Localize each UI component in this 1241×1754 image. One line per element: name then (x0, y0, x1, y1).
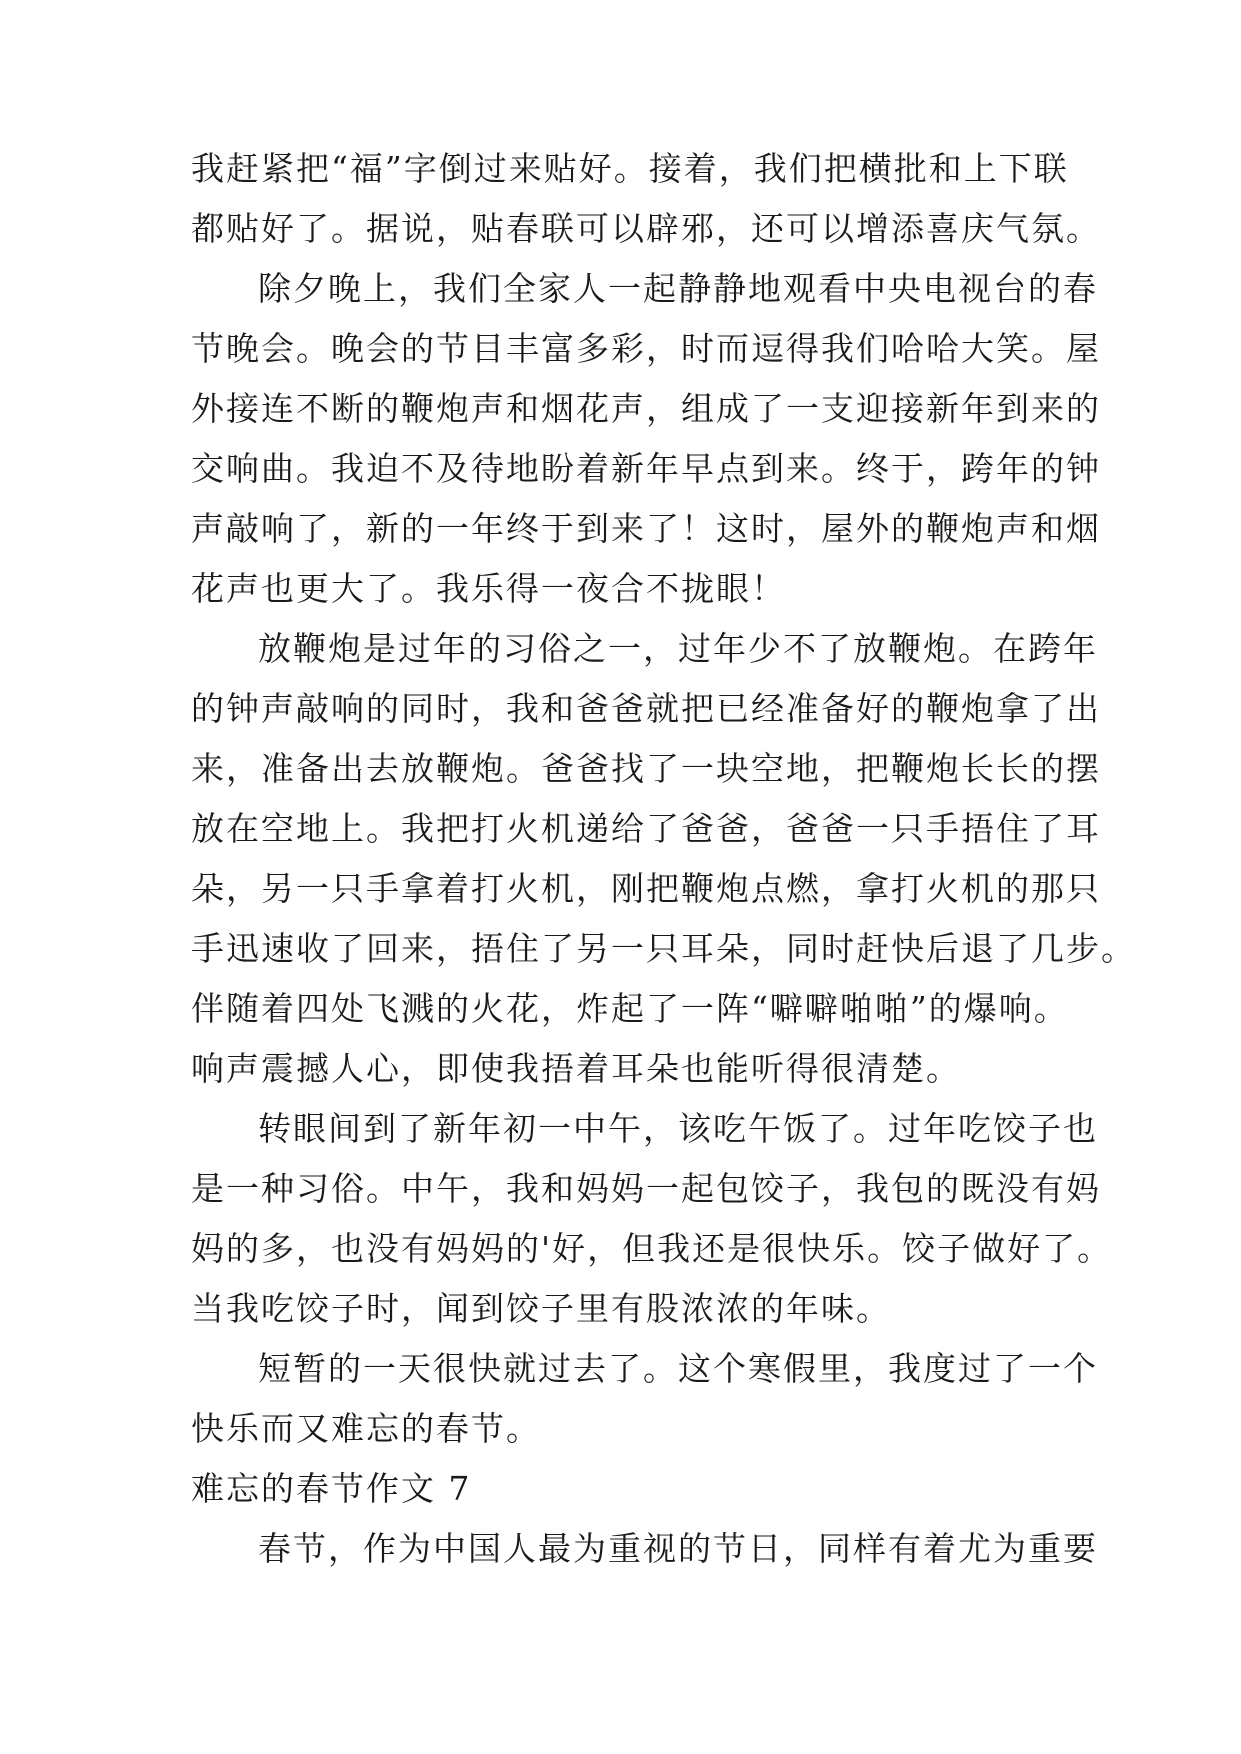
paragraph-first-line: 放鞭炮是过年的习俗之一，过年少不了放鞭炮。在跨年 (258, 629, 1098, 668)
text-line: 我赶紧把“福”字倒过来贴好。接着，我们把横批和上下联 (191, 149, 1069, 188)
text-line: 外接连不断的鞭炮声和烟花声，组成了一支迎接新年到来的 (191, 389, 1101, 428)
essay-body (191, 139, 1136, 1579)
text-line: 快乐而又难忘的春节。 (191, 1409, 541, 1448)
text-line: 手迅速收了回来，捂住了另一只耳朵，同时赶快后退了几步。 (191, 929, 1136, 968)
paragraph-first-line: 春节，作为中国人最为重视的节日，同样有着尤为重要 (258, 1529, 1098, 1568)
text-line: 都贴好了。据说，贴春联可以辟邪，还可以增添喜庆气氛。 (191, 209, 1101, 248)
text-line: 是一种习俗。中午，我和妈妈一起包饺子，我包的既没有妈 (191, 1169, 1101, 1208)
text-line: 响声震撼人心，即使我捂着耳朵也能听得很清楚。 (191, 1049, 961, 1088)
section-heading: 难忘的春节作文 7 (191, 1469, 472, 1508)
paragraph-first-line: 转眼间到了新年初一中午，该吃午饭了。过年吃饺子也 (258, 1109, 1098, 1148)
text-line: 的钟声敲响的同时，我和爸爸就把已经准备好的鞭炮拿了出 (191, 689, 1101, 728)
text-line: 交响曲。我迫不及待地盼着新年早点到来。终于，跨年的钟 (191, 449, 1101, 488)
text-line: 当我吃饺子时，闻到饺子里有股浓浓的年味。 (191, 1289, 891, 1328)
paragraph-first-line: 除夕晚上，我们全家人一起静静地观看中央电视台的春 (258, 269, 1098, 308)
text-line: 妈的多，也没有妈妈的'好，但我还是很快乐。饺子做好了。 (191, 1229, 1113, 1268)
text-line: 节晚会。晚会的节目丰富多彩，时而逗得我们哈哈大笑。屋 (191, 329, 1101, 368)
text-line: 来，准备出去放鞭炮。爸爸找了一块空地，把鞭炮长长的摆 (191, 749, 1101, 788)
text-line: 声敲响了，新的一年终于到来了！这时，屋外的鞭炮声和烟 (191, 509, 1101, 548)
paragraph-first-line: 短暂的一天很快就过去了。这个寒假里，我度过了一个 (258, 1349, 1098, 1388)
text-line: 放在空地上。我把打火机递给了爸爸，爸爸一只手捂住了耳 (191, 809, 1101, 848)
text-line: 花声也更大了。我乐得一夜合不拢眼！ (191, 569, 786, 608)
text-line: 伴随着四处飞溅的火花，炸起了一阵“噼噼啪啪”的爆响。 (191, 989, 1069, 1028)
text-line: 朵，另一只手拿着打火机，刚把鞭炮点燃，拿打火机的那只 (191, 869, 1101, 908)
